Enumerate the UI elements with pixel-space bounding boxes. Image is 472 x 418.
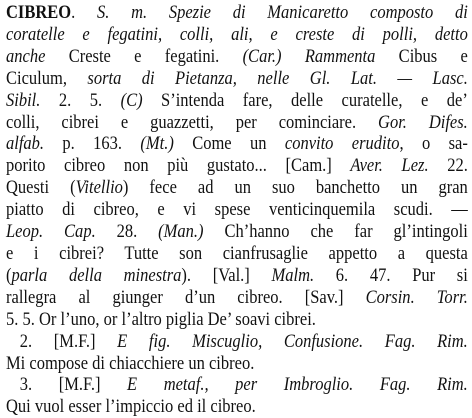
entry-text: ) fece ad un suo banchetto un gran [122,177,468,199]
entry-line [6,243,468,265]
entry-text: 6. 47. Pur si [314,264,468,286]
entry-text: Ch’hanno che far gl’intingoli [203,221,468,243]
entry-text: 2. 5. [40,89,121,111]
entry-text: E metaf., per Imbroglio. Fag. Rim. [127,374,468,396]
entry-text: 5. 5. Or l’uno, or l’altro piglia De’ soavi cibrei. [6,308,316,330]
entry-line [6,155,468,177]
entry-line [6,265,468,287]
entry-text: Questi ( [6,177,76,199]
entry-text: Rammenta [304,45,376,67]
entry-text: ( [6,264,12,286]
entry-line [6,90,468,112]
entry-text: Malm. [271,264,315,286]
entry-line [6,112,468,134]
entry-text: p. 163. [44,133,141,155]
entry-line [6,396,468,418]
entry-text: Cibus e [375,45,468,67]
entry-text: ). [Val.] [181,264,272,286]
entry-text [282,46,305,67]
entry-text: Aver. Lez. [350,155,429,177]
entry-line [6,2,468,24]
entry-text: convito erudito [284,133,400,155]
entry-text: 22. [428,155,468,177]
entry-line [6,68,468,90]
headword: CIBREO [6,2,72,23]
entry-line [6,309,468,331]
entry-line [6,133,468,155]
entry-line [6,287,468,309]
entry-text: 28. [95,221,159,243]
entry-text: Sibil. [6,89,41,111]
entry-text: Leop. Cap. [6,221,96,243]
entry-text: , o sa- [399,133,468,155]
entry-text: (C) [120,89,143,111]
entry-line [6,46,468,68]
entry-text: Gor. Difes. [378,111,468,133]
entry-text: S. m. Spezie di Manicaretto composto di [96,2,468,23]
entry-line [6,177,468,199]
entry-text: sorta di Pietanza, nelle Gl. Lat. — Lasc. [87,67,468,89]
entry-text: e i cibrei? Tutte son cianfrusaglie appetto a questa [6,242,468,264]
entry-text: porito cibreo non più gustato... [Cam.] [6,155,351,177]
entry-text: (Mt.) [140,133,174,155]
entry-text: coratelle e fegatini, colli, ali, e creste di polli, detto [6,23,468,45]
entry-text: (Car.) [242,45,282,67]
entry-text: Ciculum, [6,67,88,89]
entry-line [6,374,468,396]
entry-text: rallegra al giunger d’un cibreo. [Sav.] [6,286,366,308]
entry-text: anche [6,45,46,67]
entry-text: Come un [173,133,285,155]
entry-line [6,24,468,46]
entry-line [6,199,468,221]
entry-text: Vitellio [75,177,123,199]
entry-text: S’intenda fare, delle curatelle, e de’ [142,89,468,111]
dictionary-entry [6,2,468,418]
entry-text: Qui vuol esser l’impiccio ed il cibreo. [6,396,256,418]
entry-text: alfab. [6,133,45,155]
entry-text: Creste e fegatini. [45,45,243,67]
entry-text: Mi compose di chiacchiere un cibreo. [6,352,255,374]
entry-text: . [71,2,97,23]
entry-line [6,353,468,375]
entry-text: piatto di cibreo, e vi spese venticinquemila scudi. — [6,199,468,221]
entry-line [6,221,468,243]
entry-line [6,331,468,353]
entry-text: colli, cibrei e guazzetti, per cominciare. [6,111,379,133]
entry-text: parla della minestra [11,264,182,286]
entry-text: Corsin. Torr. [365,286,468,308]
entry-text: 2. [M.F.] [19,330,118,352]
entry-text: 3. [M.F.] [19,374,128,396]
entry-text: (Man.) [158,221,204,243]
entry-text: E fig. Miscuglio, Confusione. Fag. Rim. [117,330,468,352]
